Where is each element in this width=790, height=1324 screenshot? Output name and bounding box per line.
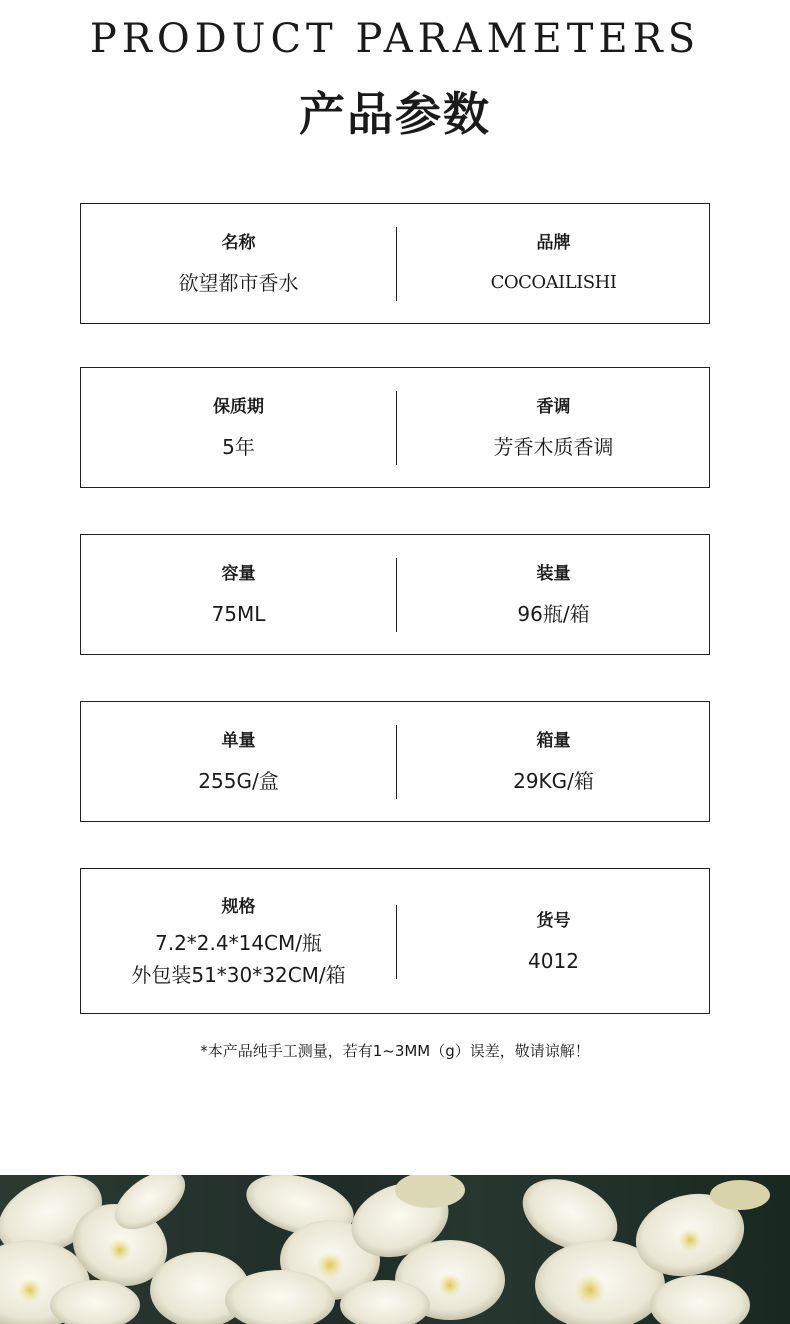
param-label-unit-weight: 单量 (221, 731, 256, 751)
param-label-name: 名称 (221, 233, 256, 253)
param-value-shelf-life: 5年 (222, 435, 255, 459)
param-box-name-brand (80, 203, 710, 324)
param-cell-packing (396, 535, 711, 654)
param-cell-name (81, 204, 396, 323)
param-cell-brand (396, 204, 711, 323)
param-value-sku: 4012 (528, 948, 579, 973)
param-cell-volume (81, 535, 396, 654)
param-label-scent: 香调 (536, 397, 571, 417)
param-cell-shelf-life (81, 368, 396, 487)
param-value-name: 欲望都市香水 (178, 271, 299, 295)
title-chinese: 产品参数 (299, 87, 491, 141)
param-label-brand: 品牌 (536, 233, 571, 253)
param-cell-box-weight (396, 702, 711, 821)
param-box-spec-sku (80, 868, 710, 1014)
param-value-scent: 芳香木质香调 (493, 435, 614, 459)
param-cell-scent (396, 368, 711, 487)
param-value-box-weight: 29KG/箱 (513, 769, 594, 793)
param-box-unit-weight-box-weight (80, 701, 710, 822)
param-label-box-weight: 箱量 (536, 731, 571, 751)
param-value-volume: 75ML (211, 602, 266, 626)
param-label-spec: 规格 (221, 896, 256, 917)
param-box-shelf-scent (80, 367, 710, 488)
param-label-sku: 货号 (536, 910, 571, 931)
param-value-packing: 96瓶/箱 (517, 602, 590, 626)
param-value-brand: COCOAILISHI (490, 272, 617, 293)
param-label-volume: 容量 (221, 564, 256, 584)
flower-photo (0, 1175, 790, 1324)
measurement-note: *本产品纯手工测量，若有1~3MM（g）误差，敬请谅解！ (200, 1042, 590, 1060)
param-label-packing: 装量 (536, 564, 571, 584)
param-cell-spec (81, 869, 396, 1013)
param-value-spec-line2: 外包装51*30*32CM/箱 (131, 962, 346, 987)
param-cell-unit-weight (81, 702, 396, 821)
freesia-flowers-illustration (0, 1175, 790, 1324)
param-value-unit-weight: 255G/盒 (198, 769, 279, 793)
param-value-spec-line1: 7.2*2.4*14CM/瓶 (154, 930, 323, 955)
title-english: PRODUCT PARAMETERS (89, 16, 701, 62)
param-label-shelf-life: 保质期 (213, 397, 264, 417)
param-cell-sku (396, 869, 711, 1013)
param-box-volume-packing (80, 534, 710, 655)
